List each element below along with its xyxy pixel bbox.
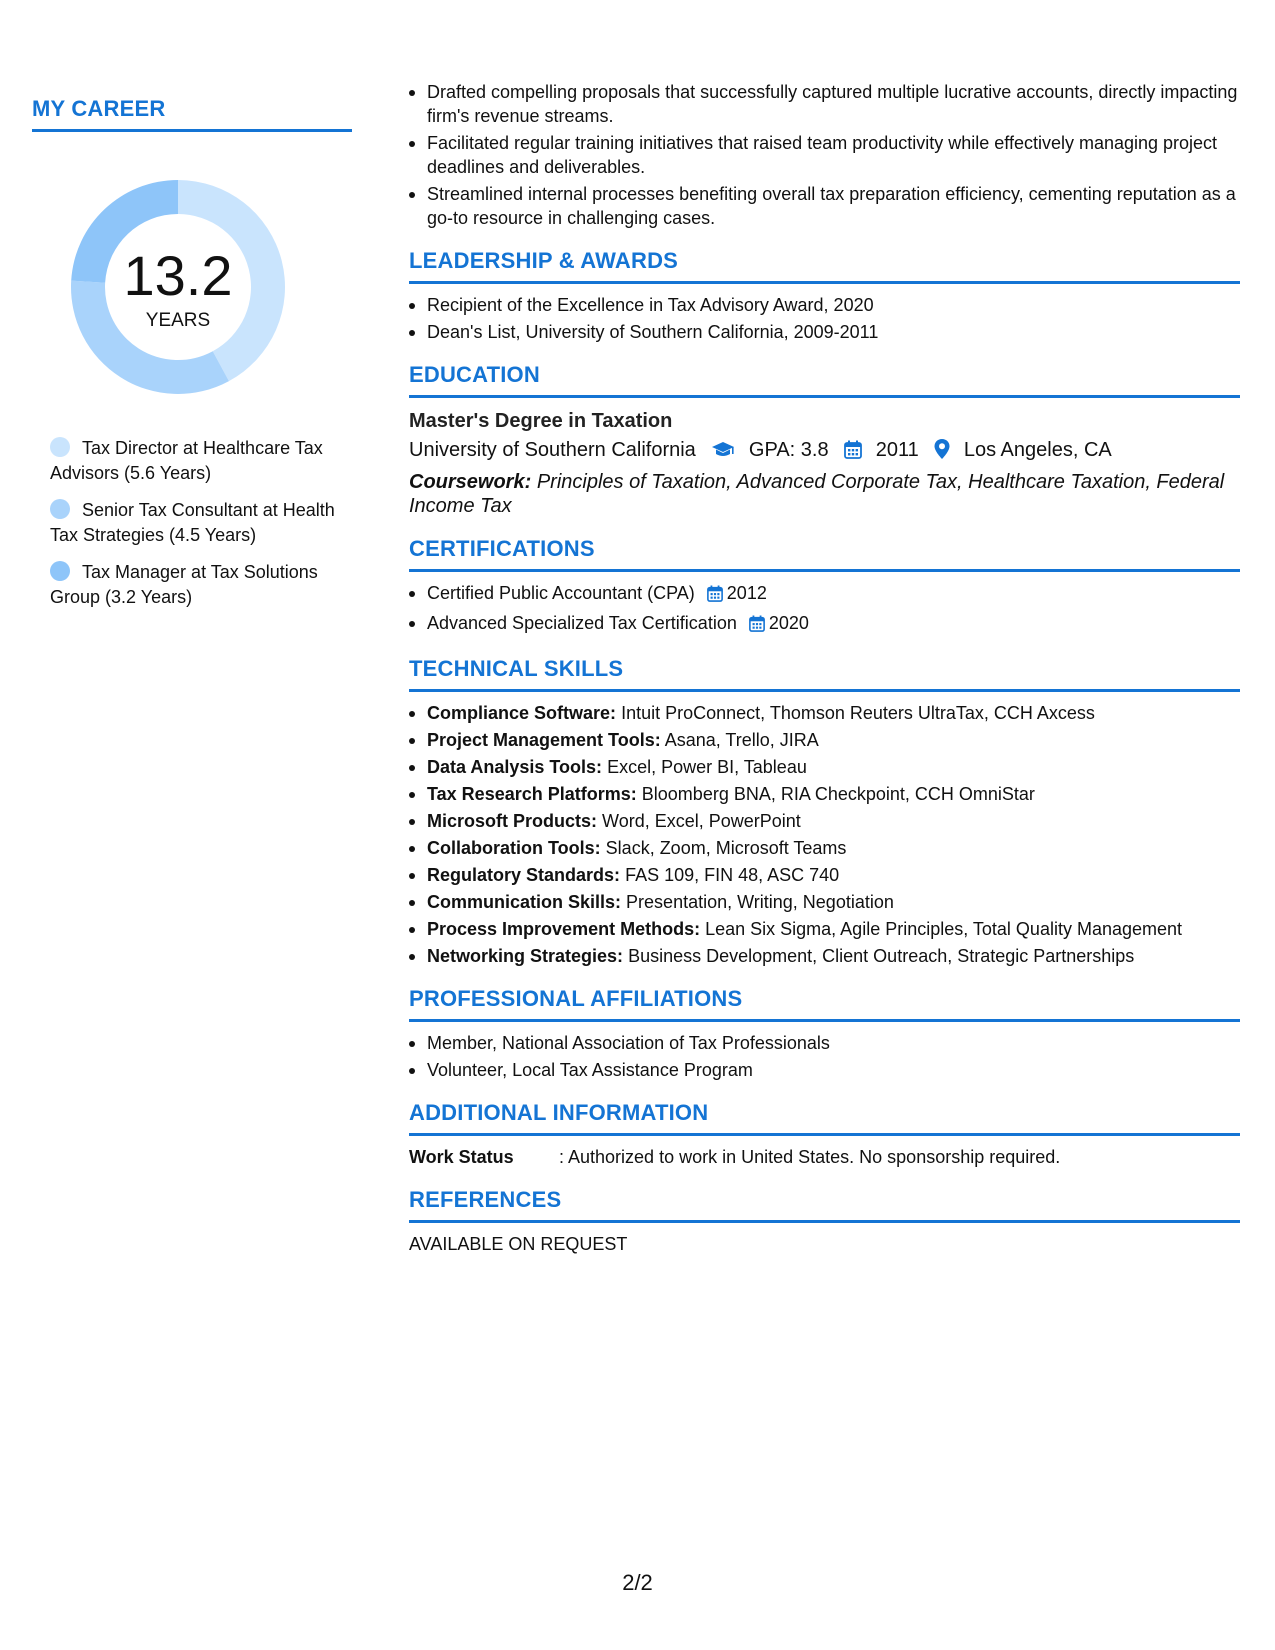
education-section bbox=[409, 362, 1240, 518]
list-item bbox=[409, 701, 1240, 725]
calendar-icon bbox=[707, 584, 723, 608]
skill-value: Excel, Power BI, Tableau bbox=[607, 757, 807, 777]
certifications-section bbox=[409, 536, 1240, 638]
list-item bbox=[409, 728, 1240, 752]
skill-value: Word, Excel, PowerPoint bbox=[602, 811, 801, 831]
skill-value: Slack, Zoom, Microsoft Teams bbox=[605, 838, 847, 858]
education-details bbox=[409, 435, 1240, 468]
coursework-label: Coursework: bbox=[409, 471, 532, 493]
leadership-list bbox=[409, 293, 1240, 344]
calendar-icon bbox=[749, 614, 765, 638]
section-rule bbox=[409, 1133, 1240, 1136]
list-item: Member, National Association of Tax Professionals bbox=[409, 1031, 1240, 1055]
section-rule bbox=[409, 1220, 1240, 1223]
skill-value: FAS 109, FIN 48, ASC 740 bbox=[625, 865, 840, 885]
skill-value: Bloomberg BNA, RIA Checkpoint, CCH OmniStar bbox=[641, 784, 1035, 804]
list-item bbox=[409, 917, 1240, 941]
additional-section bbox=[409, 1100, 1240, 1169]
skill-label: Regulatory Standards: bbox=[427, 865, 621, 885]
total-years-value: 13.2 bbox=[123, 244, 233, 307]
skill-value: Intuit ProConnect, Thomson Reuters UltraTax, CCH Axcess bbox=[621, 703, 1095, 723]
total-years-unit: YEARS bbox=[145, 310, 211, 331]
career-column bbox=[32, 96, 352, 607]
graduation-cap-icon bbox=[711, 438, 735, 468]
list-item bbox=[409, 755, 1240, 779]
coursework-list: Principles of Taxation, Advanced Corporate Tax, Healthcare Taxation, Federal Income Tax bbox=[409, 471, 1225, 517]
skill-label: Networking Strategies: bbox=[427, 946, 624, 966]
skill-label: Communication Skills: bbox=[427, 892, 622, 912]
list-item bbox=[409, 944, 1240, 968]
list-item bbox=[409, 890, 1240, 914]
graduation-year: 2011 bbox=[875, 439, 919, 461]
section-rule bbox=[409, 395, 1240, 398]
list-item: Volunteer, Local Tax Assistance Program bbox=[409, 1058, 1240, 1082]
coursework bbox=[409, 470, 1240, 518]
experience-bullets bbox=[409, 80, 1240, 230]
skills-title: TECHNICAL SKILLS bbox=[409, 656, 624, 681]
skill-label: Project Management Tools: bbox=[427, 730, 661, 750]
skill-value: Lean Six Sigma, Agile Principles, Total Quality Management bbox=[705, 919, 1183, 939]
certifications-title: CERTIFICATIONS bbox=[409, 536, 595, 561]
list-item bbox=[409, 836, 1240, 860]
list-item: Dean's List, University of Southern California, 2009-2011 bbox=[409, 320, 1240, 344]
career-donut-chart bbox=[67, 176, 289, 398]
references-text: AVAILABLE ON REQUEST bbox=[409, 1234, 628, 1254]
skill-label: Microsoft Products: bbox=[427, 811, 598, 831]
section-rule bbox=[409, 689, 1240, 692]
work-status-value: : Authorized to work in United States. No sponsorship required. bbox=[559, 1147, 1061, 1167]
calendar-icon bbox=[844, 438, 862, 468]
additional-title: ADDITIONAL INFORMATION bbox=[409, 1100, 709, 1125]
main-column bbox=[409, 80, 1240, 1256]
list-item bbox=[409, 782, 1240, 806]
skills-section bbox=[409, 656, 1240, 968]
legend-dot bbox=[50, 499, 70, 519]
work-status-label: Work Status bbox=[409, 1147, 514, 1167]
list-item bbox=[409, 581, 1240, 608]
school-location: Los Angeles, CA bbox=[963, 439, 1112, 461]
location-pin-icon bbox=[934, 438, 950, 468]
career-rule bbox=[32, 129, 352, 132]
legend-label: Senior Tax Consultant at Health Tax Strategies (4.5 Years) bbox=[50, 500, 335, 545]
leadership-section bbox=[409, 248, 1240, 344]
list-item bbox=[409, 863, 1240, 887]
donut-center bbox=[67, 176, 289, 398]
section-rule bbox=[409, 1019, 1240, 1022]
skill-value: Business Development, Client Outreach, Strategic Partnerships bbox=[628, 946, 1135, 966]
skill-label: Tax Research Platforms: bbox=[427, 784, 637, 804]
certifications-list bbox=[409, 581, 1240, 638]
certification-year: 2012 bbox=[726, 583, 767, 603]
skill-label: Compliance Software: bbox=[427, 703, 617, 723]
work-status-row bbox=[409, 1145, 1240, 1169]
skill-label: Collaboration Tools: bbox=[427, 838, 601, 858]
skill-value: Presentation, Writing, Negotiation bbox=[626, 892, 894, 912]
education-title: EDUCATION bbox=[409, 362, 540, 387]
certification-name: Advanced Specialized Tax Certification bbox=[427, 613, 737, 633]
section-rule bbox=[409, 569, 1240, 572]
school-name: University of Southern California bbox=[409, 439, 696, 461]
list-item: Recipient of the Excellence in Tax Advisory Award, 2020 bbox=[409, 293, 1240, 317]
legend-item bbox=[50, 560, 340, 610]
career-legend bbox=[50, 436, 340, 622]
skills-list bbox=[409, 701, 1240, 968]
legend-label: Tax Director at Healthcare Tax Advisors (5.6 Years) bbox=[50, 438, 323, 483]
list-item: Drafted compelling proposals that successfully captured multiple lucrative accounts, directly impacting firm's revenue streams. bbox=[409, 80, 1240, 128]
leadership-title: LEADERSHIP & AWARDS bbox=[409, 248, 679, 273]
list-item bbox=[409, 611, 1240, 638]
certification-year: 2020 bbox=[768, 613, 809, 633]
references-title: REFERENCES bbox=[409, 1187, 562, 1212]
affiliations-section bbox=[409, 986, 1240, 1082]
skill-value: Asana, Trello, JIRA bbox=[664, 730, 819, 750]
skill-label: Data Analysis Tools: bbox=[427, 757, 603, 777]
skill-label: Process Improvement Methods: bbox=[427, 919, 701, 939]
certification-name: Certified Public Accountant (CPA) bbox=[427, 583, 695, 603]
career-title: MY CAREER bbox=[32, 96, 166, 121]
affiliations-title: PROFESSIONAL AFFILIATIONS bbox=[409, 986, 743, 1011]
legend-item bbox=[50, 436, 340, 486]
legend-dot bbox=[50, 437, 70, 457]
section-rule bbox=[409, 281, 1240, 284]
affiliations-list bbox=[409, 1031, 1240, 1082]
legend-dot bbox=[50, 561, 70, 581]
legend-label: Tax Manager at Tax Solutions Group (3.2 Years) bbox=[50, 562, 318, 607]
references-section bbox=[409, 1187, 1240, 1256]
gpa: GPA: 3.8 bbox=[748, 439, 829, 461]
page-number: 2/2 bbox=[622, 1570, 653, 1595]
legend-item bbox=[50, 498, 340, 548]
list-item: Streamlined internal processes benefiting overall tax preparation efficiency, cementing reputation as a go-to resource in challenging cases. bbox=[409, 182, 1240, 230]
list-item bbox=[409, 809, 1240, 833]
degree-title: Master's Degree in Taxation bbox=[409, 410, 673, 432]
list-item: Facilitated regular training initiatives that raised team productivity while effectively managing project deadlines and deliverables. bbox=[409, 131, 1240, 179]
